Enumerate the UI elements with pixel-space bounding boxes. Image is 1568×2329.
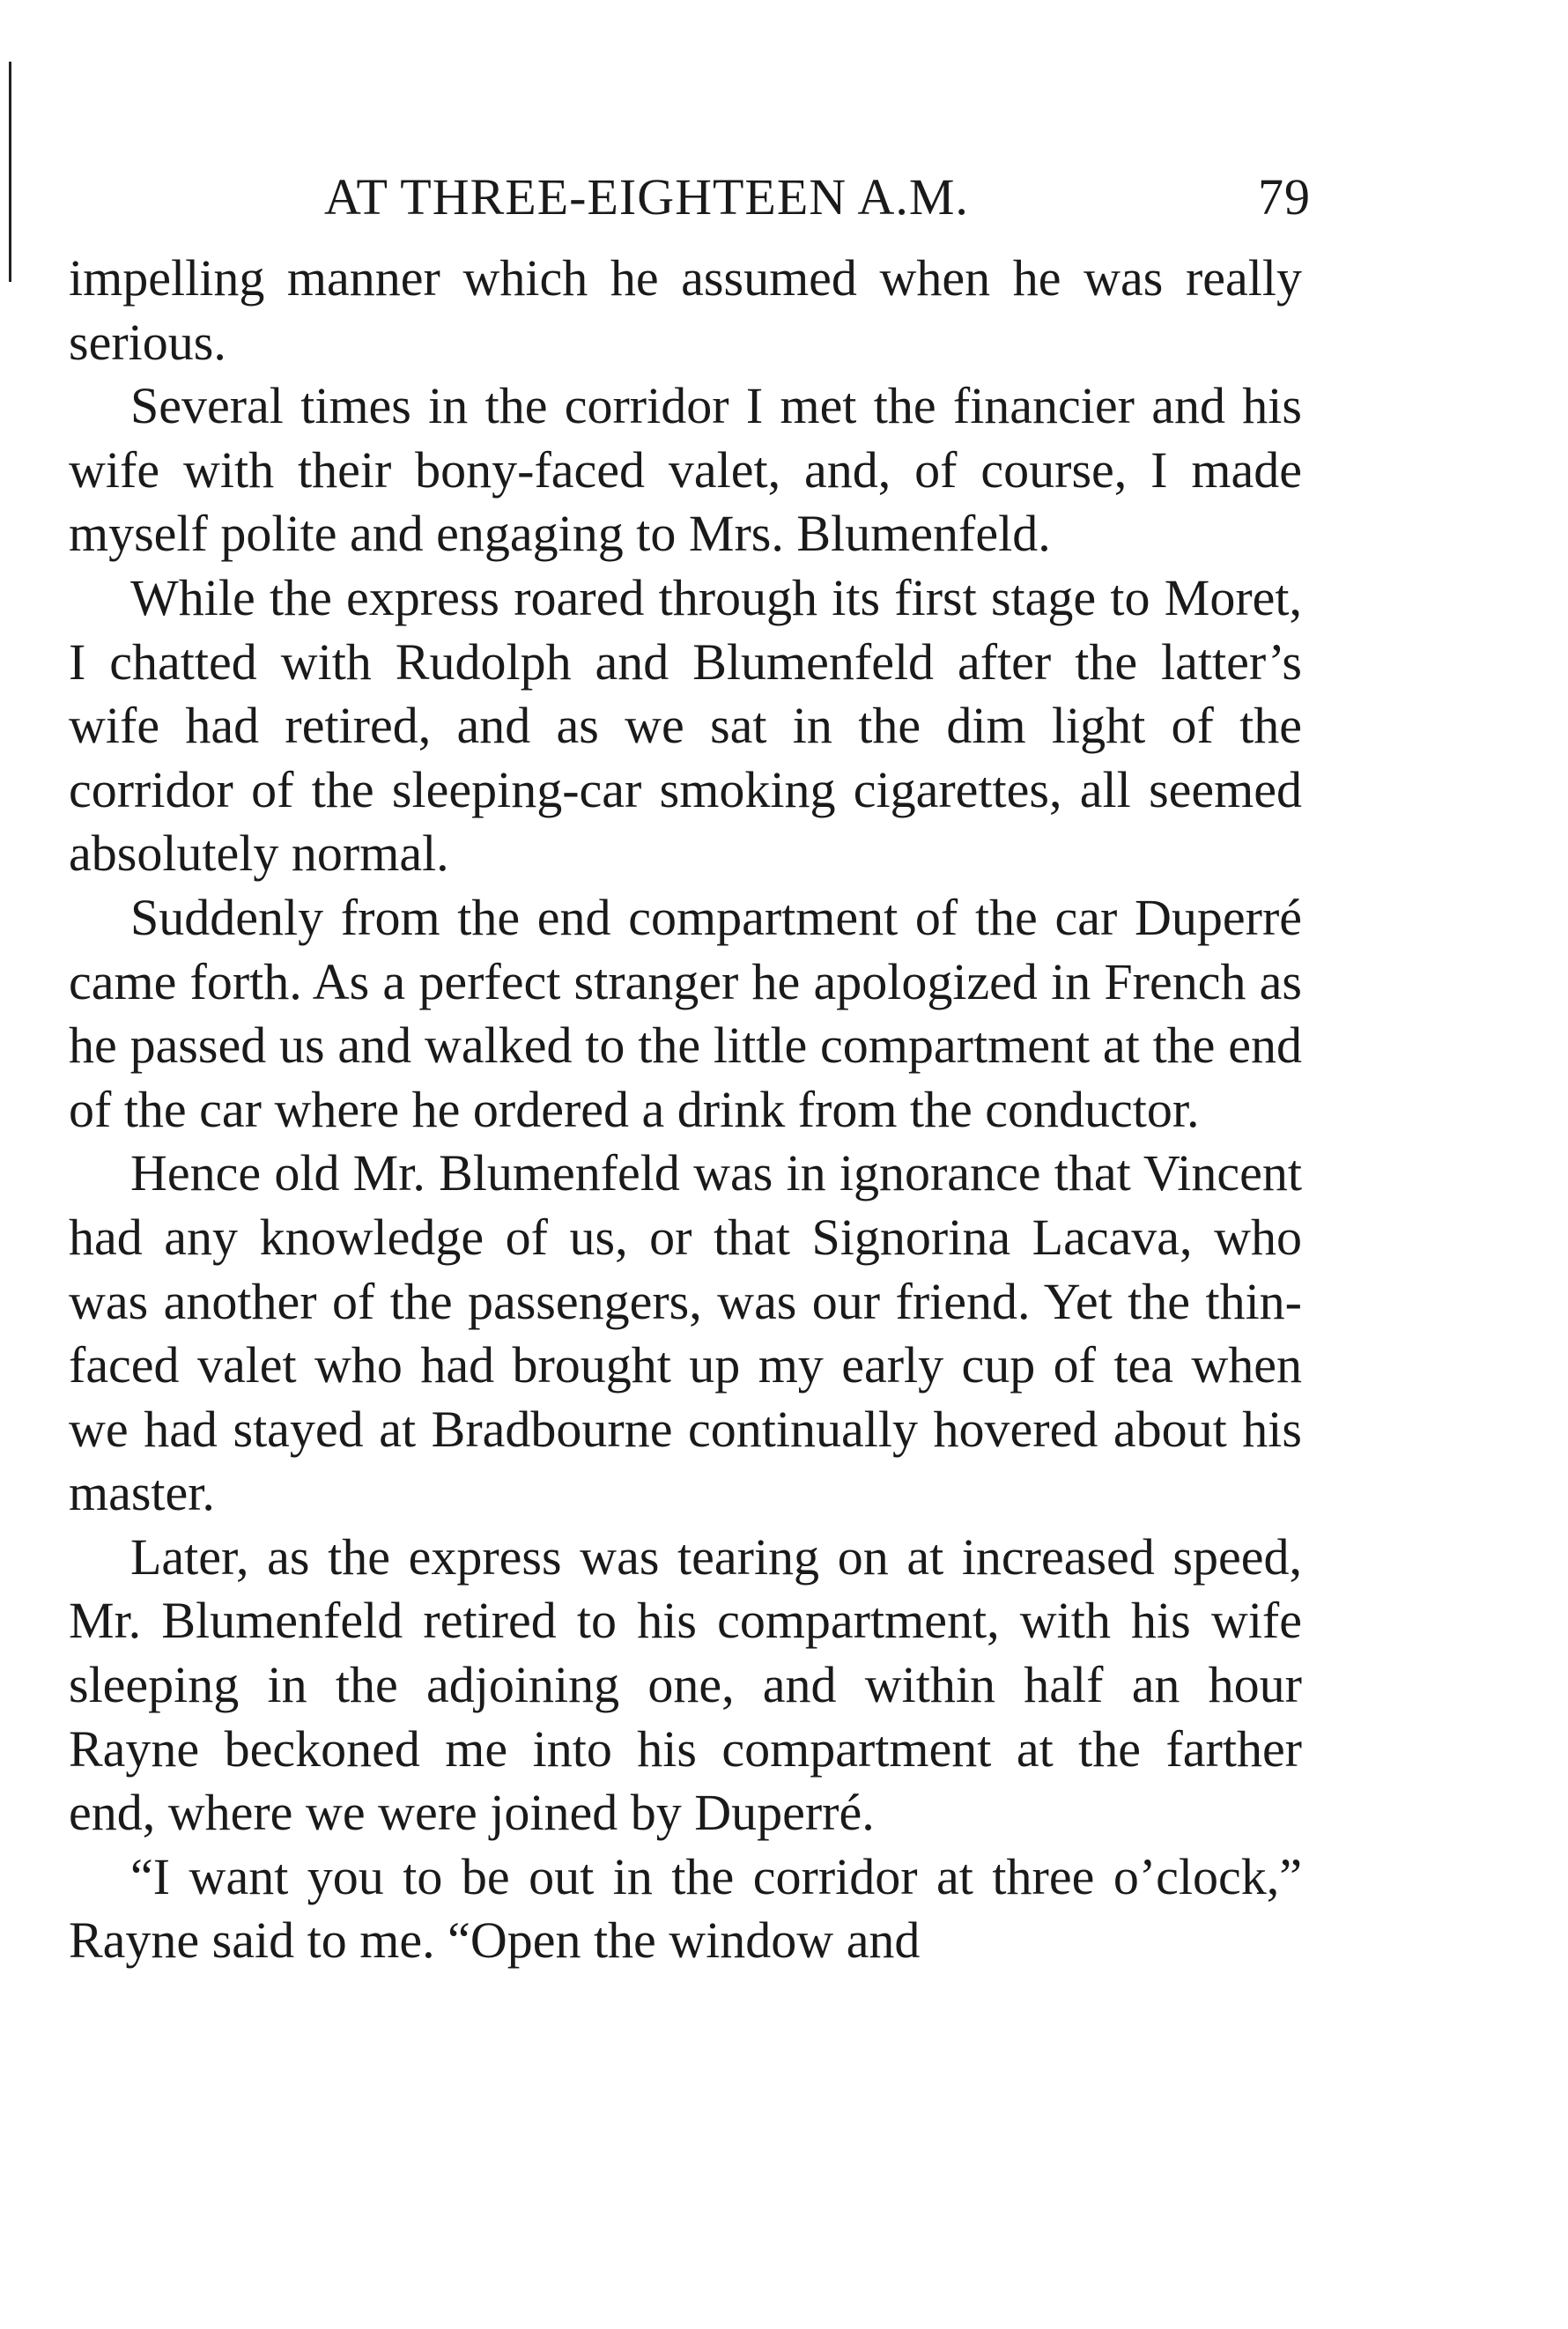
paragraph-6: Later, as the express was tearing on at increased speed, Mr. Blumenfeld retired to his compartment, with his wife sleeping in the adjoining one, and within half an hour Rayne beckoned me into his compartment at the farther end, where we were joined by Duperré.	[69, 1527, 1302, 1842]
paragraph-3: While the express roared through its first stage to Moret, I chatted with Rudolph and Blumenfeld after the latter’s wife had retired, and as we sat in the dim light of the corridor of the sleeping-car smoking cigarettes, all seemed absolutely normal.	[69, 568, 1302, 883]
paragraph-5: Hence old Mr. Blumenfeld was in ignorance that Vincent had any knowledge of us, or that Signorina Lacava, who was another of the passengers, was our friend. Yet the thin-faced valet who had brought up my early cup of tea when we had stayed at Bradbourne continually hovered about his master.	[69, 1144, 1302, 1522]
paragraph-1: impelling manner which he assumed when he was really serious.	[69, 249, 1302, 371]
book-page	[69, 167, 1311, 1973]
running-title: AT THREE-EIGHTEEN A.M.	[324, 168, 969, 226]
body-text	[69, 247, 1302, 1973]
scan-margin-line	[9, 62, 11, 282]
paragraph-2: Several times in the corridor I met the financier and his wife with their bony-faced valet, and, of course, I made myself polite and engaging to Mrs. Blumenfeld.	[69, 377, 1302, 563]
paragraph-7: “I want you to be out in the corridor at three o’clock,” Rayne said to me. “Open the window and	[69, 1847, 1302, 1970]
paragraph-4: Suddenly from the end compartment of the car Duperré came forth. As a perfect stranger he apologized in French as he passed us and walked to the little compartment at the end of the car where he ordered a drink from the conductor.	[69, 888, 1302, 1138]
running-header	[69, 167, 1311, 247]
page-number: 79	[1258, 168, 1311, 226]
